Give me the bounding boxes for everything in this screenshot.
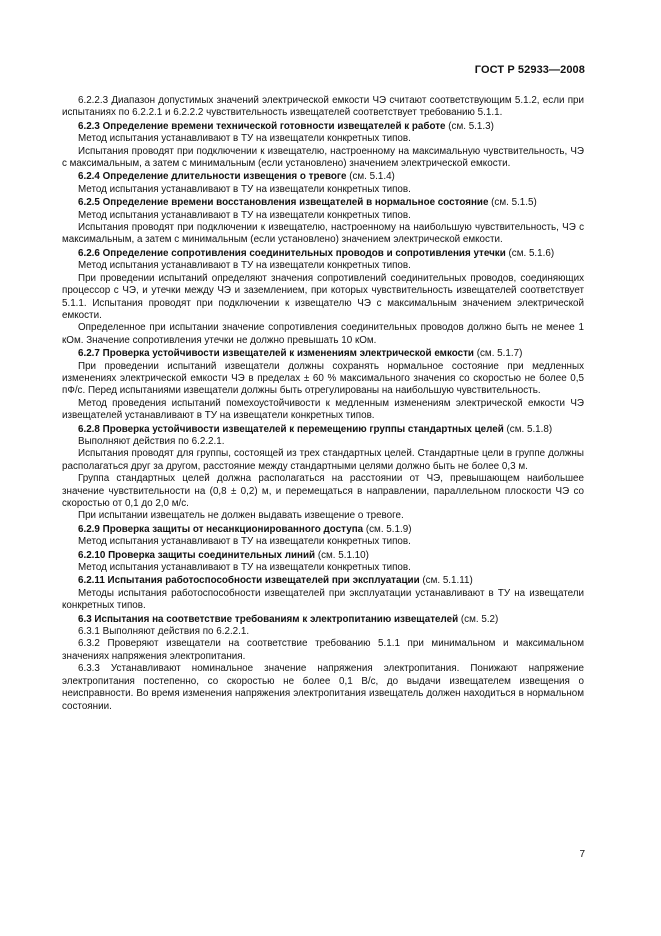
section-heading-reference: (см. 5.1.8)	[503, 423, 553, 435]
section-heading	[62, 171, 584, 183]
paragraph: Метод испытания устанавливают в ТУ на извещатели конкретных типов.	[78, 536, 411, 548]
section-heading-title: 6.2.6 Определение сопротивления соединительных проводов и сопротивления утечки	[78, 247, 506, 259]
paragraph: Методы испытания работоспособности извещателей при эксплуатации устанавливают в ТУ на извещатели конкретных типов.	[62, 587, 584, 612]
paragraph: Метод испытания устанавливают в ТУ на извещатели конкретных типов.	[78, 260, 411, 272]
section-heading	[62, 550, 584, 562]
section-heading	[62, 121, 584, 133]
document-body	[62, 95, 584, 713]
section-heading-title: 6.2.11 Испытания работоспособности извещателей при эксплуатации	[78, 575, 420, 587]
paragraph: Выполняют действия по 6.2.2.1.	[78, 435, 225, 447]
paragraph: При испытании извещатель не должен выдавать извещение о тревоге.	[78, 510, 404, 522]
section-heading-title: 6.2.9 Проверка защиты от несанкционированного доступа	[78, 523, 364, 535]
section-heading-reference: (см. 5.1.11)	[419, 575, 473, 587]
paragraph: 6.3.2 Проверяют извещатели на соответствие требованию 5.1.1 при минимальном и максимальном значениях напряжения электропитания.	[62, 638, 584, 662]
paragraph: Метод испытания устанавливают в ТУ на извещатели конкретных типов.	[78, 562, 411, 574]
section-heading	[62, 614, 584, 626]
page-number: 7	[579, 849, 585, 860]
section-heading	[62, 197, 584, 209]
paragraph: Метод испытания устанавливают в ТУ на извещатели конкретных типов.	[78, 133, 411, 145]
paragraph: 6.3.1 Выполняют действия по 6.2.2.1.	[78, 626, 250, 638]
section-heading-title: 6.3 Испытания на соответствие требованиям к электропитанию извещателей	[78, 613, 459, 625]
section-heading-reference: (см. 5.1.5)	[488, 197, 537, 209]
section-heading-title: 6.2.10 Проверка защиты соединительных линий	[78, 549, 316, 561]
paragraph: Группа стандартных целей должна располагаться на расстоянии от ЧЭ, превышающем наибольшее значение чувствительности на (0,8 ± 0,2) м, и перемещаться в направлении, параллельном плоскости ЧЭ со скоростью от 0,1 до 2,0 м/с.	[62, 473, 584, 509]
section-heading-title: 6.2.4 Определение длительности извещения о тревоге	[78, 171, 347, 183]
section-heading	[62, 575, 584, 587]
section-heading-reference: (см. 5.1.4)	[346, 171, 395, 183]
section-heading-reference: (см. 5.1.7)	[474, 348, 523, 360]
section-heading	[62, 524, 584, 536]
paragraph: 6.2.2.3 Диапазон допустимых значений электрической емкости ЧЭ считают соответствующим 5.1.2, если при испытаниях по 6.2.2.1 и 6.2.2.2 чувствительность извещателей соответствует требованию 5.1.1.	[62, 95, 584, 119]
paragraph: Определенное при испытании значение сопротивления соединительных проводов должно быть не менее 1 кОм. Значение сопротивления утечки не должно превышать 10 кОм.	[62, 322, 584, 346]
section-heading-reference: (см. 5.2)	[458, 613, 499, 625]
paragraph: При проведении испытаний определяют значения сопротивлений соединительных проводов, соединяющих процессор с ЧЭ, и утечки между ЧЭ и заземлением, при которых чувствительность извещателей соответствует 5.1.1. Испытания проводят при подключении к извещателю ЧЭ с максимальным значением электрической емкости.	[62, 272, 584, 321]
paragraph: Испытания проводят при подключении к извещателю, настроенному на наибольшую чувствительность, ЧЭ с максимальным, а затем с минимальным (если установлено) значением электрической емкости.	[62, 222, 584, 246]
section-heading	[62, 248, 584, 260]
section-heading-reference: (см. 5.1.10)	[315, 549, 369, 561]
section-heading	[62, 348, 584, 360]
paragraph: Испытания проводят при подключении к извещателю, настроенному на максимальную чувствительность, ЧЭ с максимальным, а затем с минимальным (если установлено) значением электрической емкости.	[62, 145, 584, 170]
paragraph: Метод испытания устанавливают в ТУ на извещатели конкретных типов.	[78, 209, 411, 221]
section-heading	[62, 424, 584, 436]
paragraph: Метод проведения испытаний помехоустойчивости к медленным изменениям электрической емкости ЧЭ извещателей устанавливают в ТУ на извещатели конкретных типов.	[62, 397, 584, 422]
document-number: ГОСТ Р 52933—2008	[474, 64, 585, 76]
section-heading-reference: (см. 5.1.6)	[505, 247, 555, 259]
section-heading-title: 6.2.3 Определение времени технической готовности извещателей к работе	[78, 120, 446, 132]
section-heading-reference: (см. 5.1.3)	[445, 120, 494, 132]
section-heading-title: 6.2.8 Проверка устойчивости извещателей к перемещению группы стандартных целей	[78, 423, 504, 435]
section-heading-title: 6.2.5 Определение времени восстановления извещателей в нормальное состояние	[78, 197, 489, 209]
paragraph: 6.3.3 Устанавливают номинальное значение напряжения электропитания. Понижают напряжение электропитания постепенно, со скоростью не более 0,1 В/с, до выдачи извещателем извещения о неисправности. Во время изменения напряжения электропитания извещатель должен находиться в нормальном состоянии.	[62, 663, 584, 712]
paragraph: Испытания проводят для группы, состоящей из трех стандартных целей. Стандартные цели в группе должны располагаться друг за другом, расстояние между стандартными целями должно быть не более 0,3 м.	[62, 448, 584, 472]
paragraph: Метод испытания устанавливают в ТУ на извещатели конкретных типов.	[78, 183, 411, 195]
section-heading-reference: (см. 5.1.9)	[363, 523, 412, 535]
paragraph: При проведении испытаний извещатели должны сохранять нормальное состояние при медленных изменениях электрической емкости ЧЭ в пределах ± 60 % максимального значения со скоростью не более 0,5 пФ/с. Перед испытаниями извещатели должны быть отрегулированы на наибольшую чувствительность.	[62, 360, 584, 397]
section-heading-title: 6.2.7 Проверка устойчивости извещателей к изменениям электрической емкости	[78, 348, 474, 360]
